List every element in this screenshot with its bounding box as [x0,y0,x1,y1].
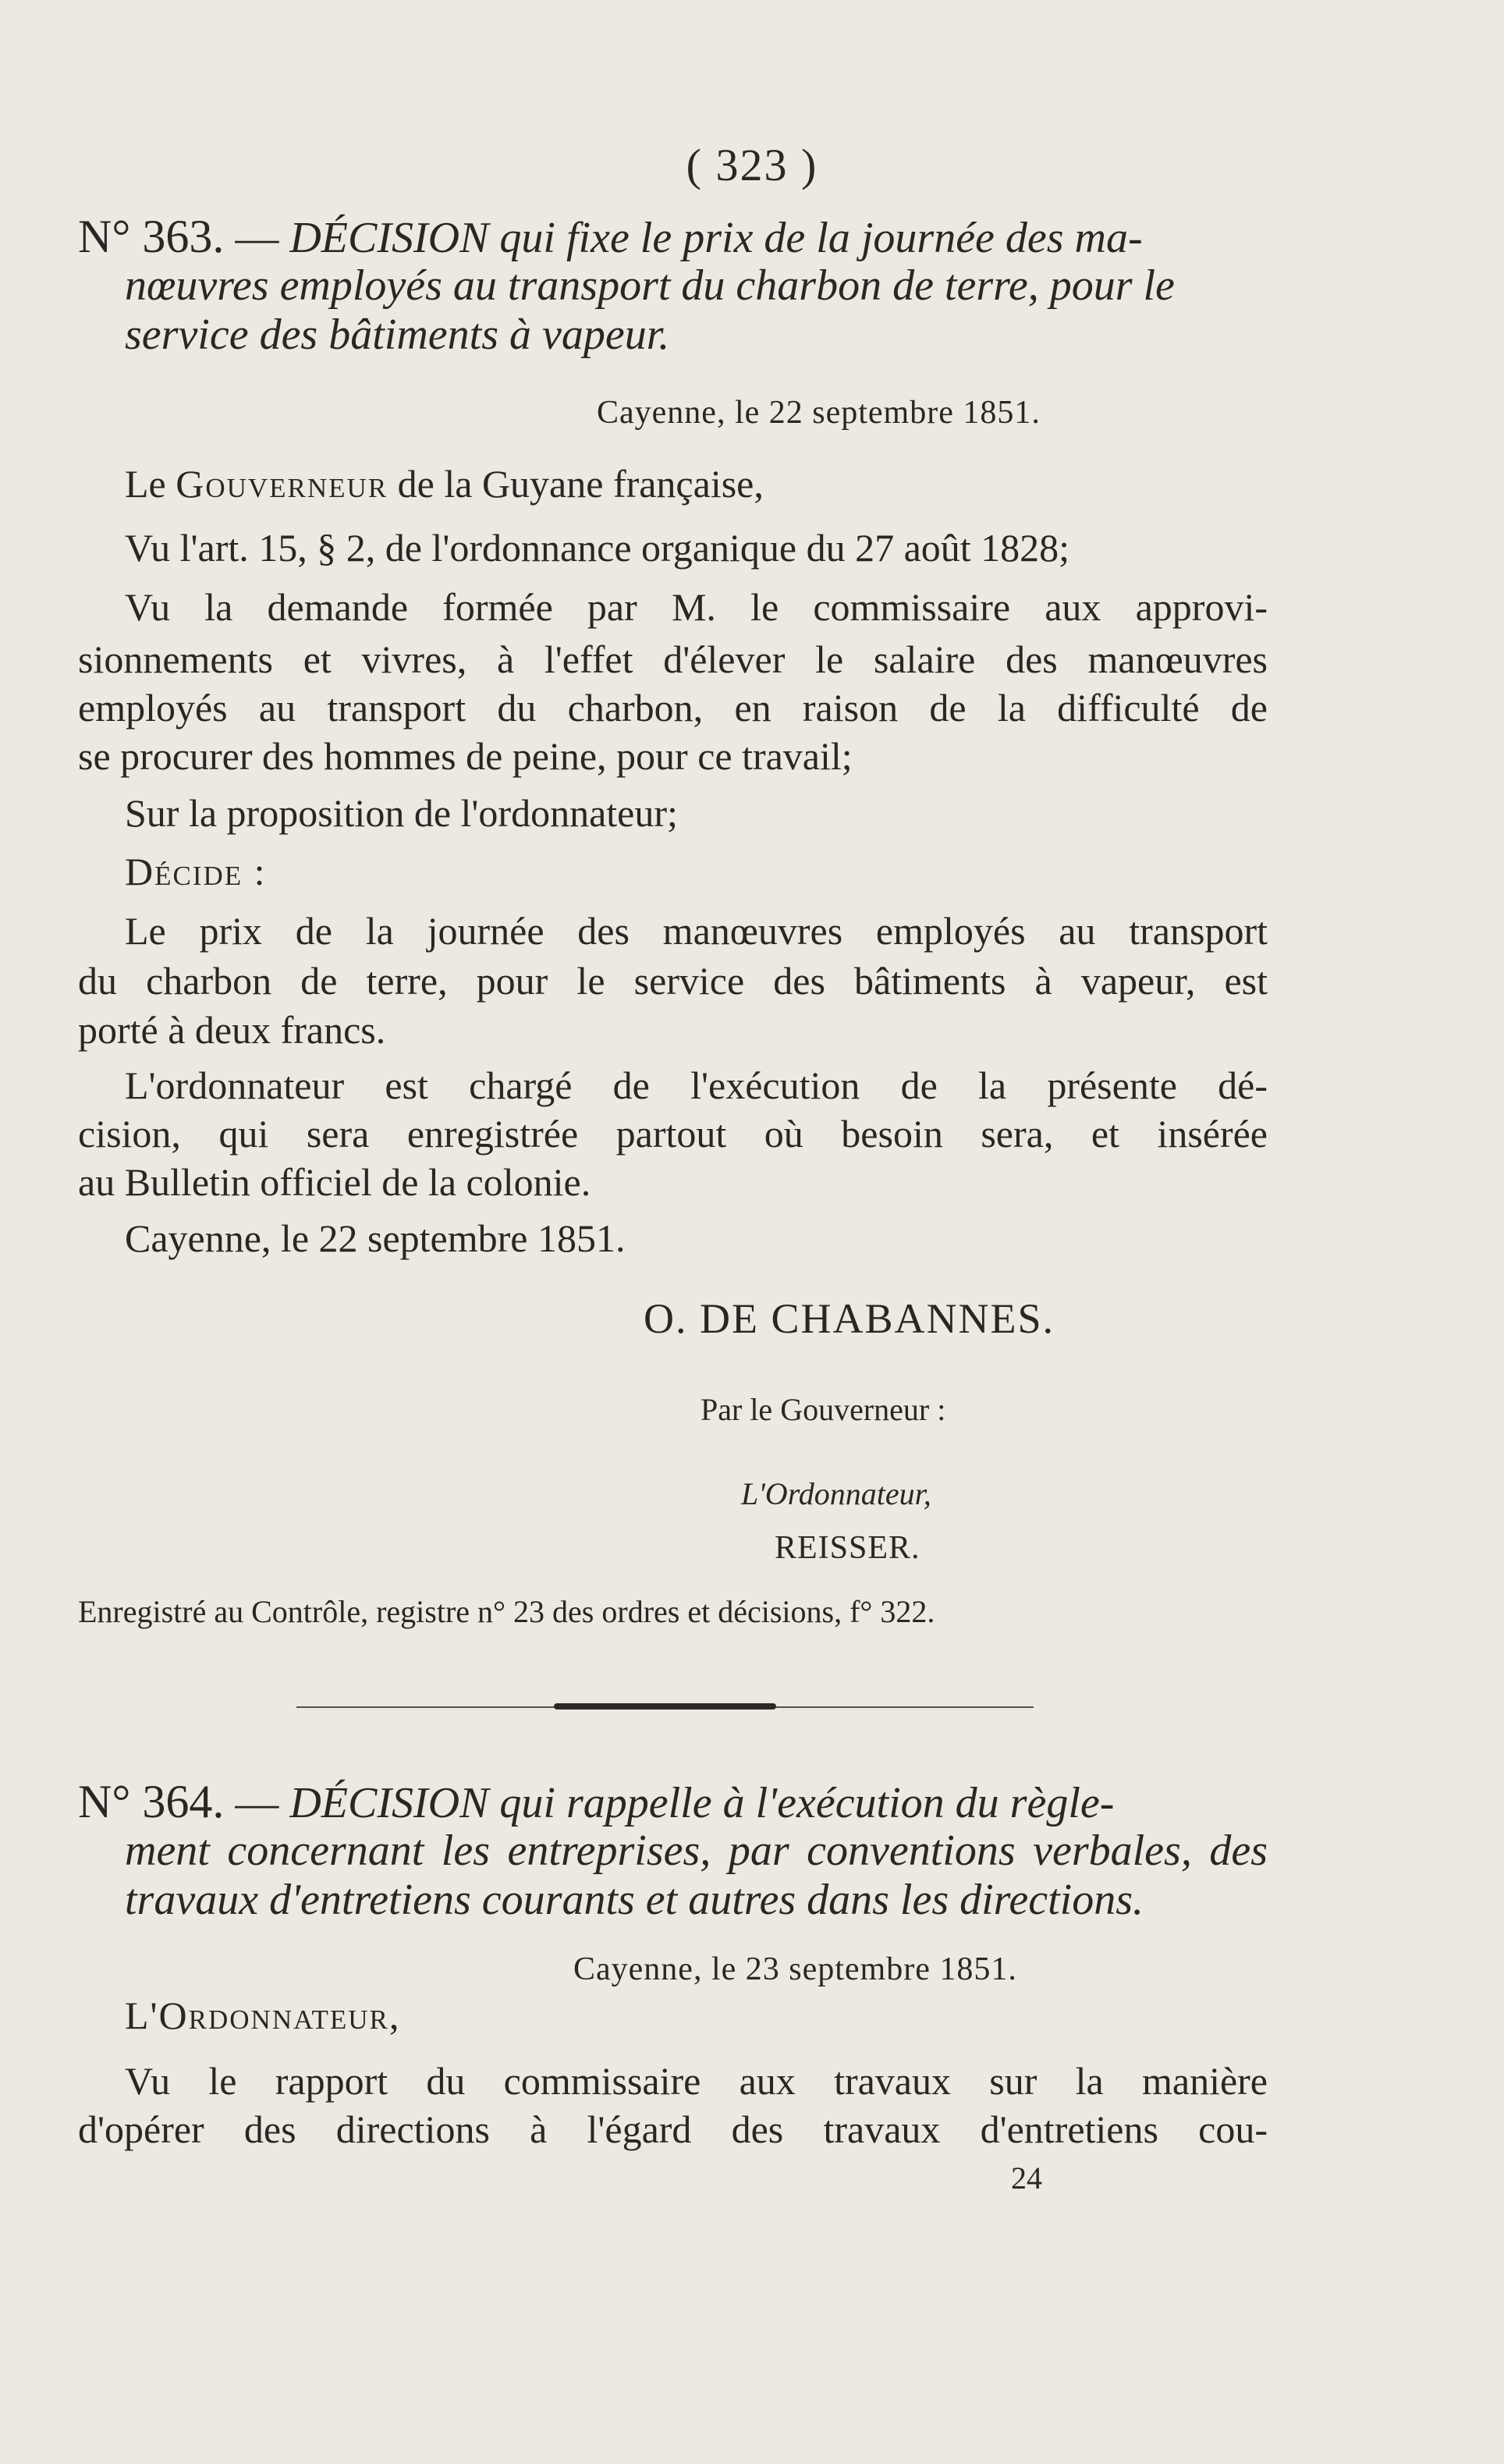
decision-363-opening [125,460,764,507]
decision-363-vu2-line3: employés au transport du charbon, en raison de la difficulté de [78,686,1268,730]
opening-suffix: de la Guyane française, [397,462,764,506]
par-le-gouverneur: Par le Gouverneur : [701,1392,946,1427]
ordonnateur-name: REISSER. [775,1530,920,1566]
decision-363-execution-line2: cision, qui sera enregistrée partout où besoin sera, et insérée [78,1112,1268,1156]
decision-363-vu2-line1: Vu la demande formée par M. le commissaire aux approvi- [125,585,1268,629]
decision-363-title-line1: DÉCISION qui fixe le prix de la journée des ma- [289,214,1143,262]
decision-363-article-line2: du charbon de terre, pour le service des bâtiments à vapeur, est [78,959,1268,1003]
decision-363-vu2-line2: sionnements et vivres, à l'effet d'élever le salaire des manœuvres [78,637,1268,681]
decision-363-execution-line3: au Bulletin officiel de la colonie. [78,1160,591,1204]
decision-363-dash: — [235,214,279,262]
decision-363-title-line3: service des bâtiments à vapeur. [125,311,670,359]
decision-364-title-line1: DÉCISION qui rappelle à l'exécution du règle- [289,1779,1115,1827]
decision-363-vu2-line4: se procurer des hommes de peine, pour ce travail; [78,734,853,778]
decision-363-sur: Sur la proposition de l'ordonnateur; [125,791,678,835]
registration-note: Enregistré au Contrôle, registre n° 23 des ordres et décisions, f° 322. [78,1594,935,1629]
decision-364-vu-line1: Vu le rapport du commissaire aux travaux sur la manière [125,2059,1268,2103]
decision-364-title-line2: ment concernant les entreprises, par conventions verbales, des [125,1827,1268,1875]
ordonnateur-title: L'Ordonnateur, [741,1476,931,1511]
opening-prefix: Le [125,462,166,506]
decision-363-title-line2: nœuvres employés au transport du charbon de terre, pour le [125,261,1175,310]
decision-363-decide: Décide : [125,850,267,893]
decision-364-dash: — [235,1779,279,1827]
page-folio: ( 323 ) [686,140,818,190]
decision-363-number: N° 363. [78,211,225,262]
decision-363-heading-line1 [78,213,1143,261]
decision-364-heading-line1 [78,1778,1114,1827]
decision-363-article-line1: Le prix de la journée des manœuvres employés au transport [125,909,1268,953]
decision-363-dateline: Cayenne, le 22 septembre 1851. [597,395,1041,431]
decision-364-opening: L'Ordonnateur, [125,1994,401,2037]
decision-364-dateline: Cayenne, le 23 septembre 1851. [573,1951,1017,1987]
decision-363-vu1: Vu l'art. 15, § 2, de l'ordonnance organique du 27 août 1828; [125,526,1070,570]
decision-363-article-line3: porté à deux francs. [78,1008,386,1052]
signature-mark: 24 [1011,2160,1042,2196]
governor-signature: O. DE CHABANNES. [644,1295,1055,1342]
decision-364-vu-line2: d'opérer des directions à l'égard des travaux d'entretiens cou- [78,2107,1268,2151]
opening-title: Gouverneur [176,462,388,506]
decision-363-execution-line1: L'ordonnateur est chargé de l'exécution de la présente dé- [125,1063,1268,1107]
decision-364-title-line3: travaux d'entretiens courants et autres dans les directions. [125,1876,1144,1924]
decision-364-number: N° 364. [78,1776,225,1827]
decision-363-closing-date: Cayenne, le 22 septembre 1851. [125,1216,626,1260]
section-divider-thick [554,1703,776,1710]
